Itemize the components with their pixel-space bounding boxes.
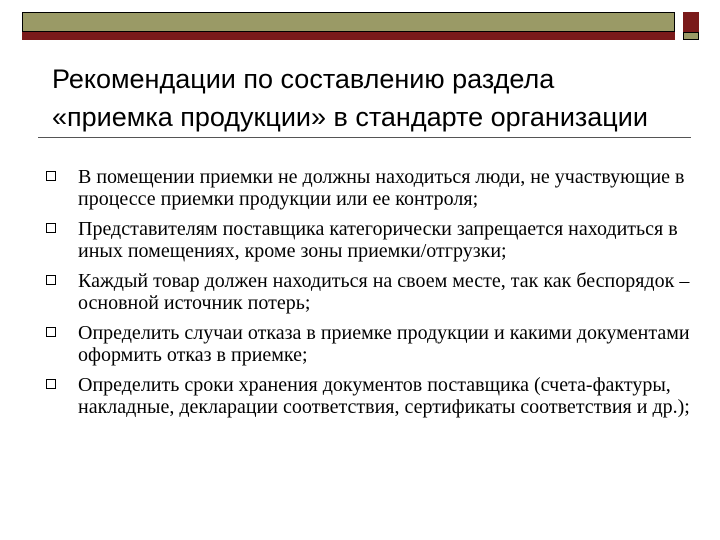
bullet-text: Представителям поставщика категорически запрещается находиться в иных помещениях, кроме зоны приемки/отгрузки; <box>78 218 678 262</box>
header-band-olive <box>22 12 675 32</box>
bullet-text: Определить сроки хранения документов поставщика (счета-фактуры, накладные, декларации соответствия, сертификаты соответствия и др.); <box>78 374 690 418</box>
list-item <box>44 270 694 314</box>
corner-square-maroon <box>683 12 699 32</box>
bullet-text: Определить случаи отказа в приемке продукции и какими документами оформить отказ в приемке; <box>78 322 690 366</box>
header-band-maroon <box>22 32 675 40</box>
hollow-square-bullet-icon <box>46 223 56 233</box>
list-item <box>44 374 694 418</box>
corner-square-olive <box>683 32 699 40</box>
bullet-list <box>44 166 694 426</box>
title-divider <box>38 137 691 138</box>
list-item <box>44 218 694 262</box>
bullet-text: Каждый товар должен находиться на своем месте, так как беспорядок – основной источник потерь; <box>78 270 690 314</box>
list-item <box>44 322 694 366</box>
bullet-text: В помещении приемки не должны находиться люди, не участвующие в процессе приемки продукции или ее контроля; <box>78 166 685 210</box>
list-item <box>44 166 694 210</box>
hollow-square-bullet-icon <box>46 275 56 285</box>
hollow-square-bullet-icon <box>46 171 56 181</box>
hollow-square-bullet-icon <box>46 327 56 337</box>
slide-title: Рекомендации по составлению раздела «приемка продукции» в стандарте организации <box>52 64 648 132</box>
hollow-square-bullet-icon <box>46 379 56 389</box>
